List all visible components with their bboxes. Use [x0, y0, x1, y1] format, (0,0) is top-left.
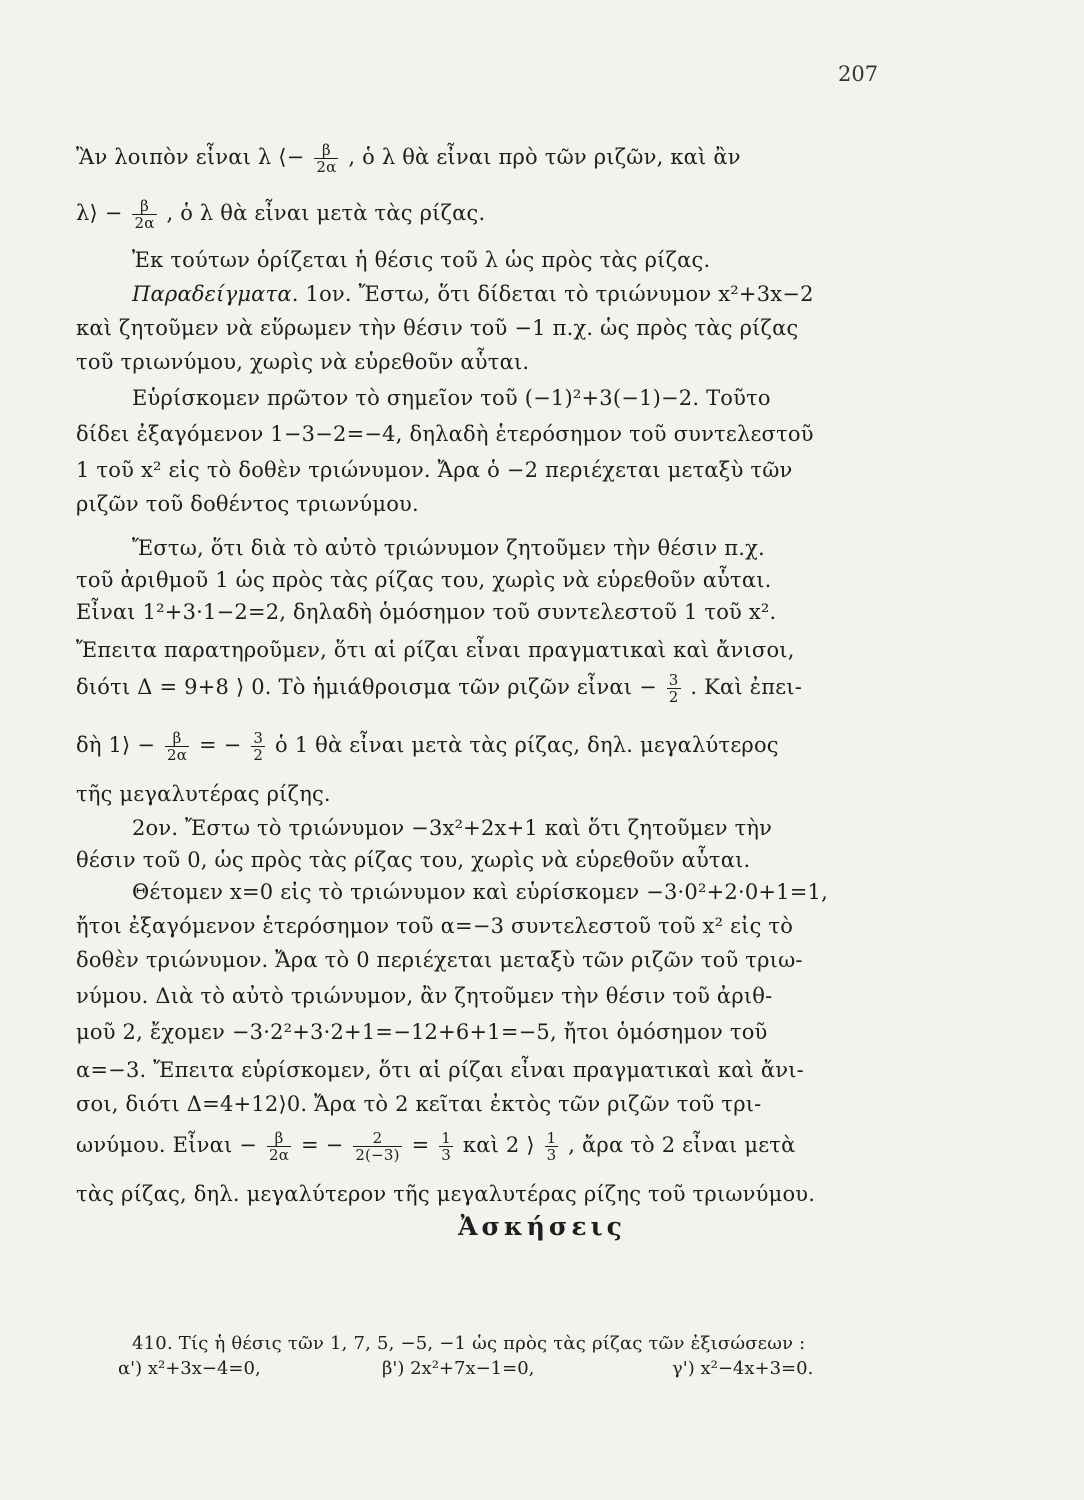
fraction-numerator: 1 [546, 1129, 557, 1147]
fraction [165, 730, 189, 763]
fraction-denominator: 2α [316, 158, 337, 176]
fraction-denominator: 2(−3) [355, 1146, 400, 1164]
text-fragment: . Καὶ ἐπει- [690, 675, 803, 699]
fraction-denominator: 3 [546, 1146, 557, 1164]
text-line-3: Ἐκ τούτων ὁρίζεται ἡ θέσις τοῦ λ ὡς πρὸς τὰς ρίζας. [132, 248, 711, 272]
text-line-25: α=−3. Ἔπειτα εὑρίσκομεν, ὅτι αἱ ρίζαι εἶναι πραγματικαὶ καὶ ἄνι- [76, 1058, 804, 1082]
text-line-27 [76, 1130, 795, 1163]
text-line-21: ἤτοι ἐξαγόμενον ἑτερόσημον τοῦ α=−3 συντελεστοῦ τοῦ x² εἰς τὸ [76, 914, 794, 938]
text-fragment: ὁ 1 θὰ εἶναι μετὰ τὰς ρίζας, δηλ. μεγαλύτερος [274, 733, 779, 757]
exercises-heading: Ἀσκήσεις [458, 1212, 626, 1241]
fraction-denominator: 2 [253, 746, 264, 764]
text-line-17: τῆς μεγαλυτέρας ρίζης. [76, 782, 331, 806]
text-line-15 [76, 672, 802, 705]
fraction [314, 142, 338, 175]
text-fragment: λ⟩ − [76, 201, 123, 225]
text-fragment: , ὁ λ θὰ εἶναι μετὰ τὰς ρίζας. [166, 201, 486, 225]
text-line-14: Ἔπειτα παρατηροῦμεν, ὅτι αἱ ρίζαι εἶναι πραγματικαὶ καὶ ἄνισοι, [76, 638, 795, 662]
text-line-4 [76, 280, 814, 308]
fraction [353, 1130, 401, 1163]
page-number: 207 [838, 62, 879, 86]
text-line-1 [76, 142, 741, 175]
text-line-11: Ἔστω, ὅτι διὰ τὸ αὐτὸ τριώνυμον ζητοῦμεν τὴν θέσιν π.χ. [132, 536, 765, 560]
text-line-13: Εἶναι 1²+3·1−2=2, δηλαδὴ ὁμόσημον τοῦ συντελεστοῦ 1 τοῦ x². [76, 600, 777, 624]
text-line-23: νύμου. Διὰ τὸ αὐτὸ τριώνυμον, ἂν ζητοῦμεν τὴν θέσιν τοῦ ἀριθ- [76, 984, 773, 1008]
fraction-numerator: β [172, 729, 182, 747]
text-line-9: 1 τοῦ x² εἰς τὸ δοθὲν τριώνυμον. Ἄρα ὁ −2 περιέχεται μεταξὺ τῶν [76, 458, 793, 482]
text-fragment: , ὁ λ θὰ εἶναι πρὸ τῶν ριζῶν, καὶ ἂν [348, 145, 741, 169]
fraction [132, 198, 156, 231]
text-line-18: 2ον. Ἔστω τὸ τριώνυμον −3x²+2x+1 καὶ ὅτι ζητοῦμεν τὴν [132, 816, 773, 840]
fraction-denominator: 2α [268, 1146, 290, 1164]
fraction-numerator: β [274, 1129, 284, 1147]
text-line-20: Θέτομεν x=0 εἰς τὸ τριώνυμον καὶ εὑρίσκομεν −3·0²+2·0+1=1, [132, 880, 828, 904]
text-fragment: ωνύμου. Εἶναι − [76, 1133, 258, 1157]
fraction-numerator: β [321, 141, 331, 159]
fraction-numerator: β [140, 197, 149, 215]
text-line-10: ριζῶν τοῦ δοθέντος τριωνύμου. [76, 492, 419, 516]
fraction-denominator: 2α [167, 746, 188, 764]
text-fragment: , ἄρα τὸ 2 εἶναι μετὰ [568, 1133, 796, 1157]
fraction [267, 1130, 291, 1163]
fraction-numerator: 3 [253, 729, 264, 747]
fraction-denominator: 3 [441, 1146, 451, 1164]
text-fragment: = − [300, 1133, 344, 1157]
text-fragment: διότι Δ = 9+8 ⟩ 0. Τὸ ἡμιάθροισμα τῶν ριζῶν εἶναι − [76, 675, 657, 699]
text-line-7: Εὑρίσκομεν πρῶτον τὸ σημεῖον τοῦ (−1)²+3(−1)−2. Τοῦτο [132, 386, 771, 410]
text-line-12: τοῦ ἀριθμοῦ 1 ὡς πρὸς τὰς ρίζας του, χωρὶς νὰ εὑρεθοῦν αὗται. [76, 568, 772, 592]
section-label: Παραδείγματα. [132, 282, 299, 306]
exercise-part-a: α') x²+3x−4=0, [118, 1358, 261, 1379]
text-line-8: δίδει ἐξαγόμενον 1−3−2=−4, δηλαδὴ ἑτερόσημον τοῦ συντελεστοῦ [76, 422, 814, 446]
text-line-6: τοῦ τριωνύμου, χωρὶς νὰ εὑρεθοῦν αὗται. [76, 350, 530, 374]
exercise-410: 410. Τίς ἡ θέσις τῶν 1, 7, 5, −5, −1 ὡς πρὸς τὰς ρίζας τῶν ἐξισώσεων : [132, 1333, 806, 1354]
text-fragment: 1ον. Ἔστω, ὅτι δίδεται τὸ τριώνυμον x²+3x−2 [305, 282, 814, 306]
text-line-24: μοῦ 2, ἔχομεν −3·2²+3·2+1=−12+6+1=−5, ἤτοι ὁμόσημον τοῦ [76, 1020, 768, 1044]
fraction [251, 730, 265, 763]
text-fragment: = [411, 1133, 430, 1157]
exercise-part-c: γ') x²−4x+3=0. [672, 1358, 814, 1379]
text-line-16 [76, 730, 779, 763]
text-line-5: καὶ ζητοῦμεν νὰ εὕρωμεν τὴν θέσιν τοῦ −1 π.χ. ὡς πρὸς τὰς ρίζας [76, 316, 799, 340]
text-line-28: τὰς ρίζας, δηλ. μεγαλύτερον τῆς μεγαλυτέρας ρίζης τοῦ τριωνύμου. [76, 1182, 816, 1206]
text-line-19: θέσιν τοῦ 0, ὡς πρὸς τὰς ρίζας του, χωρὶς νὰ εὑρεθοῦν αὗται. [76, 848, 751, 872]
fraction [439, 1130, 453, 1163]
text-line-22: δοθὲν τριώνυμον. Ἄρα τὸ 0 περιέχεται μεταξὺ τῶν ριζῶν τοῦ τριω- [76, 948, 803, 972]
exercise-part-b: β') 2x²+7x−1=0, [382, 1358, 535, 1379]
fraction-denominator: 2 [668, 688, 679, 706]
fraction [545, 1130, 559, 1163]
fraction [667, 672, 681, 705]
fraction-numerator: 3 [668, 671, 679, 689]
text-fragment: = − [198, 733, 242, 757]
text-fragment: Ἂν λοιπὸν εἶναι λ ⟨− [76, 145, 305, 169]
text-line-2 [76, 198, 485, 231]
fraction-numerator: 2 [372, 1129, 383, 1147]
text-fragment: δὴ 1⟩ − [76, 733, 156, 757]
text-fragment: καὶ 2 ⟩ [462, 1133, 535, 1157]
fraction-numerator: 1 [441, 1129, 451, 1147]
fraction-denominator: 2α [134, 214, 155, 232]
text-line-26: σοι, διότι Δ=4+12⟩0. Ἄρα τὸ 2 κεῖται ἐκτὸς τῶν ριζῶν τοῦ τρι- [76, 1092, 762, 1116]
